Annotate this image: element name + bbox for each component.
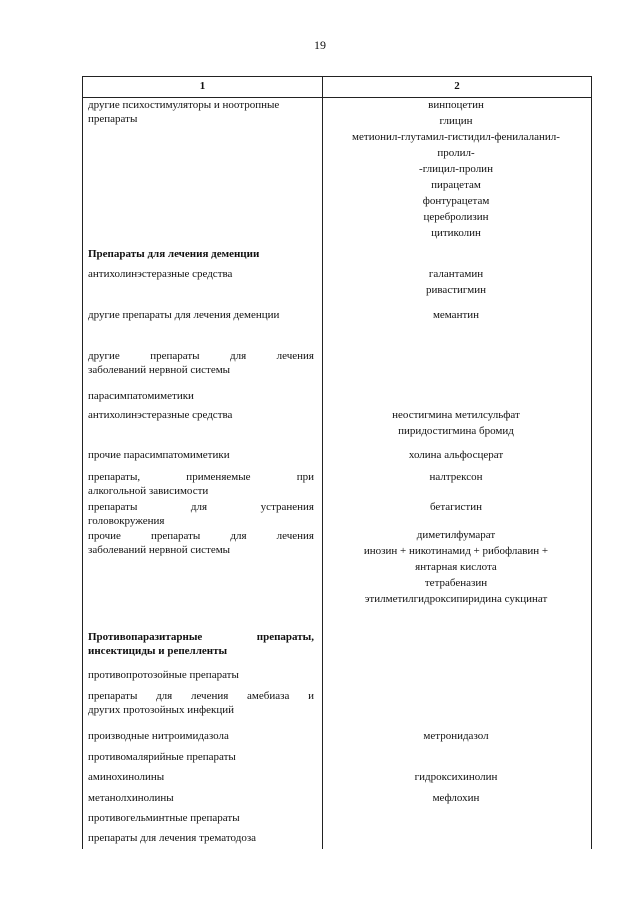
drug-name: метронидазол: [423, 730, 489, 742]
table-row-left-cell: [88, 529, 314, 557]
table-row-left-cell: [88, 689, 314, 717]
table-row-left-cell: противогельминтные препараты: [88, 812, 240, 824]
left-text-line: препараты: [88, 113, 138, 125]
table-row-left-cell: противопротозойные препараты: [88, 669, 239, 681]
drug-name: налтрексон: [429, 471, 483, 483]
drug-name: мемантин: [432, 309, 480, 321]
table-row-left-cell: аминохинолины: [88, 771, 165, 783]
table-row-right-cell: [322, 97, 590, 241]
table-row-left-cell: [88, 470, 314, 498]
left-text-line: заболеваний нервной системы: [88, 544, 231, 556]
table-row-right-cell: [322, 469, 590, 485]
drug-name: пиридостигмина бромид: [398, 425, 514, 437]
table-row-left-cell: прочие парасимпатомиметики: [88, 449, 230, 461]
drug-name: ривастигмин: [426, 284, 486, 296]
drug-name: метионил-глутамил-гистидил-фенилаланил-: [352, 131, 560, 143]
left-text-line: другие препараты для лечения: [88, 350, 314, 362]
table-row-left-cell: препараты для лечения трематодоза: [88, 832, 257, 844]
drug-name: церебролизин: [423, 211, 489, 223]
drug-name: этилметилгидроксипиридина сукцинат: [364, 593, 548, 605]
table-row-right-cell: [322, 407, 590, 439]
table-row-left-cell: метанолхинолины: [88, 792, 174, 804]
drug-name: цитиколин: [431, 227, 481, 239]
left-text-line: препараты, применяемые при: [88, 471, 314, 483]
table-header-row: [83, 77, 591, 98]
left-text-line: головокружения: [88, 515, 165, 527]
left-text-line: другие психостимуляторы и ноотропные: [88, 99, 280, 111]
drug-name: диметилфумарат: [416, 529, 496, 541]
table-row-right-cell: [322, 307, 590, 323]
left-text-line: препараты для лечения амебиаза и: [88, 690, 314, 702]
table-row-left-cell: [88, 98, 314, 126]
section-heading: Препараты для лечения деменции: [88, 248, 260, 260]
drug-name: фонтурацетам: [422, 195, 490, 207]
drug-name: тетрабеназин: [424, 577, 488, 589]
table-row-right-cell: [322, 790, 590, 806]
heading-line: инсектициды и репелленты: [88, 645, 228, 657]
table-row-right-cell: [322, 447, 590, 463]
table-row-left-cell: антихолинэстеразные средства: [88, 268, 233, 280]
column-2-header: 2: [454, 80, 460, 92]
heading-line: Противопаразитарные препараты,: [88, 631, 314, 643]
drug-name: галантамин: [428, 268, 484, 280]
drug-name: пролил-: [437, 147, 475, 159]
table-row-right-cell: [322, 527, 590, 607]
left-text-line: прочие препараты для лечения: [88, 530, 314, 542]
table-row-left-cell: [88, 500, 314, 528]
page-number: 19: [314, 38, 326, 52]
table-row-right-cell: [322, 266, 590, 298]
drug-name: бетагистин: [429, 501, 483, 513]
left-text-line: других протозойных инфекций: [88, 704, 234, 716]
table-row-left-cell: антихолинэстеразные средства: [88, 409, 233, 421]
left-text-line: препараты для устранения: [88, 501, 314, 513]
drug-name: янтарная кислота: [415, 561, 497, 573]
table-row-right-cell: [322, 769, 590, 785]
drug-name: инозин + никотинамид + рибофлавин +: [363, 545, 549, 557]
section-heading: [88, 630, 314, 658]
left-text-line: алкогольной зависимости: [88, 485, 209, 497]
drug-name: неостигмина метилсульфат: [392, 409, 520, 421]
drug-name: гидроксихинолин: [414, 771, 498, 783]
table-row-left-cell: другие препараты для лечения деменции: [88, 309, 280, 321]
left-text-line: заболеваний нервной системы: [88, 364, 231, 376]
table-row-left-cell: производные нитроимидазола: [88, 730, 229, 742]
drug-name: винпоцетин: [428, 99, 484, 111]
table-row-right-cell: [322, 728, 590, 744]
drug-name: глицин: [439, 115, 473, 127]
drug-name: -глицил-пролин: [419, 163, 493, 175]
drug-name: пирацетам: [431, 179, 481, 191]
column-1-header: 1: [199, 80, 206, 92]
table-row-right-cell: [322, 499, 590, 515]
drug-name: мефлохин: [432, 792, 480, 804]
table-row-left-cell: [88, 349, 314, 377]
drug-name: холина альфосцерат: [408, 449, 504, 461]
table-row-left-cell: парасимпатомиметики: [88, 390, 194, 402]
table-row-left-cell: противомалярийные препараты: [88, 751, 236, 763]
